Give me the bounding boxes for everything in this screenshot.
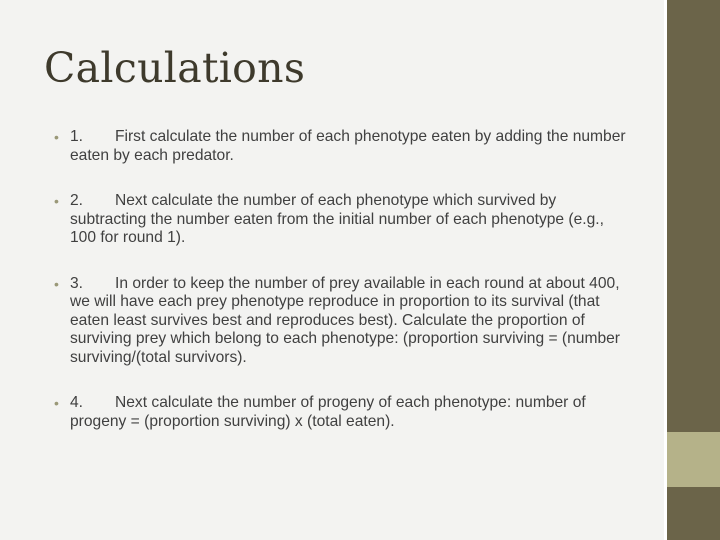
- bullet-icon: •: [54, 129, 59, 145]
- bullet-icon: •: [54, 275, 59, 292]
- bullet-item-2: [54, 192, 634, 248]
- bullet-item-3: [54, 275, 634, 368]
- slide-title: Calculations: [44, 44, 306, 92]
- bullet-item-4: [54, 394, 634, 431]
- bullet-number: 4.: [70, 394, 84, 411]
- bullet-icon: •: [54, 193, 59, 209]
- sidebar-accent-block: [667, 432, 720, 487]
- bullet-number: 2.: [70, 192, 84, 209]
- bullet-text: First calculate the number of each phenotype eaten by adding the number eaten by each predator.: [70, 128, 626, 164]
- bullet-text: Next calculate the number of progeny of each phenotype: number of progeny = (proportion surviving) x (total eaten).: [70, 394, 586, 430]
- bullet-list: [54, 128, 634, 431]
- bullet-icon: •: [54, 395, 59, 411]
- bullet-number: 1.: [70, 128, 84, 145]
- bullet-text: Next calculate the number of each phenotype which survived by subtracting the number eaten from the initial number of each phenotype (e.g., 100 for round 1).: [70, 192, 604, 246]
- bullet-text: In order to keep the number of prey available in each round at about 400, we will have each prey phenotype reproduce in proportion to its survival (that eaten least survives best and reproduces best). Calculate the proportion of surviving prey which belong to each phenotype: (proportion surviving = (number surviving/(total survivors).: [70, 274, 620, 366]
- bullet-item-1: [54, 128, 634, 165]
- bullet-number: 3.: [70, 274, 84, 292]
